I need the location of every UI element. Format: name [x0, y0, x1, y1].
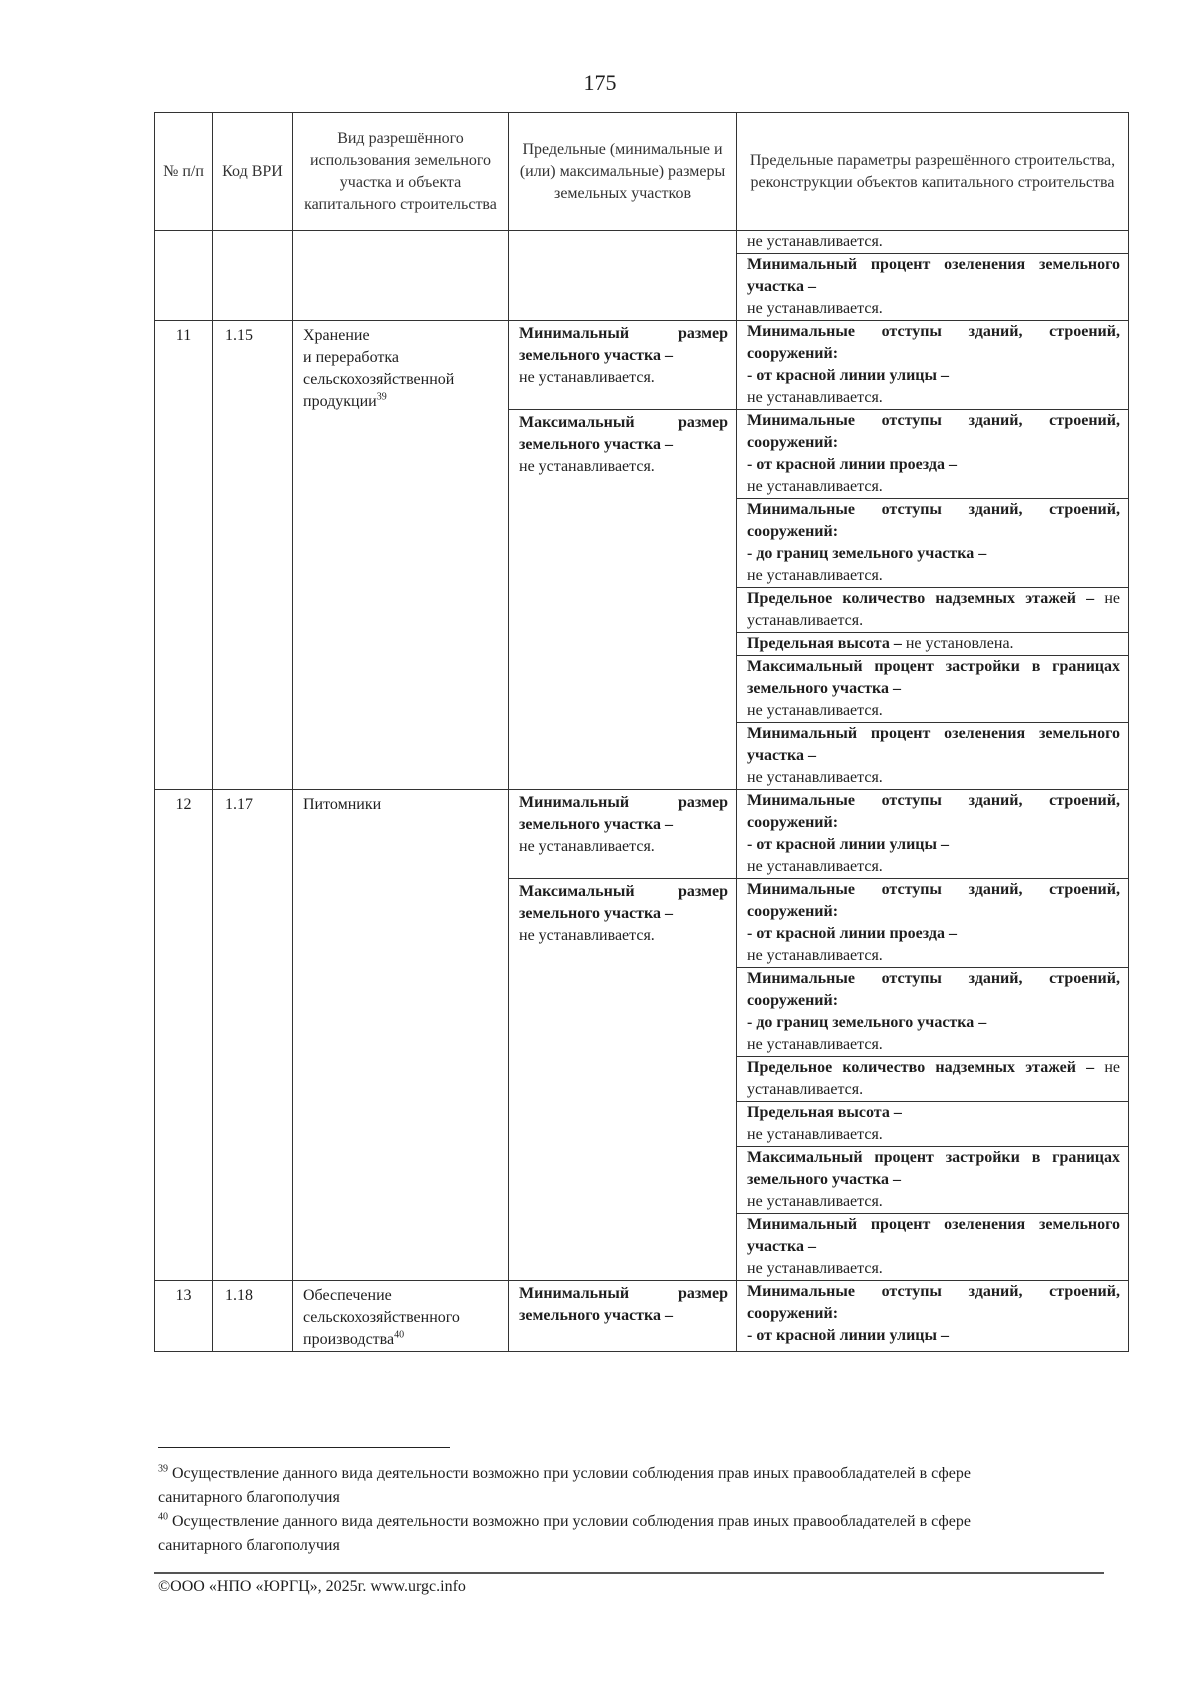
table-row	[155, 1281, 1129, 1352]
param-block: Минимальные отступы зданий, строений, сооружений: - от красной линии проезда – не устанавливается.	[737, 409, 1128, 498]
max-size-block: Максимальный размер земельного участка – не устанавливается.	[509, 409, 736, 478]
row-number: 12	[155, 790, 213, 1281]
min-size-block: Минимальный размер земельного участка – не устанавливается.	[519, 794, 728, 855]
header-code: Код ВРИ	[213, 113, 293, 231]
footnotes	[158, 1462, 1058, 1558]
header-sizes: Предельные (минимальные и (или) максимальные) размеры земельных участков	[509, 113, 737, 231]
param-block: Предельное количество надземных этажей – не устанавливается.	[737, 587, 1128, 632]
param-block: Минимальные отступы зданий, строений, сооружений: - до границ земельного участка – не устанавливается.	[737, 498, 1128, 587]
param-block: Минимальные отступы зданий, строений, сооружений: - от красной линии проезда – не устанавливается.	[737, 878, 1128, 967]
table-row	[155, 321, 1129, 790]
table-row	[155, 231, 1129, 321]
params-cell	[737, 790, 1129, 1281]
footnote-ref: 40	[394, 1329, 405, 1341]
param-block: Минимальный процент озеленения земельного участка – не устанавливается.	[737, 722, 1128, 789]
footer-divider	[154, 1572, 1104, 1574]
param-block: Минимальные отступы зданий, строений, сооружений: - от красной линии улицы – не устанавливается.	[747, 323, 1120, 406]
footnote-ref: 39	[376, 391, 387, 403]
row-number: 13	[155, 1281, 213, 1352]
table-header-row	[155, 113, 1129, 231]
max-size-block: Максимальный размер земельного участка – не устанавливается.	[509, 878, 736, 947]
min-size-block: Минимальный размер земельного участка – не устанавливается.	[519, 325, 728, 386]
row-code: 1.18	[213, 1281, 293, 1352]
row-vid: Хранение и переработка сельскохозяйственной продукции$^{39}$	[293, 321, 509, 790]
param-block: Минимальные отступы зданий, строений, сооружений: - до границ земельного участка – не устанавливается.	[737, 967, 1128, 1056]
sizes-cell	[509, 321, 737, 790]
regulations-table	[154, 112, 1129, 1352]
row-vid: Питомники	[293, 790, 509, 1281]
param-block: не устанавливается.	[747, 233, 883, 250]
params-cell	[737, 1281, 1129, 1352]
params-cell	[737, 321, 1129, 790]
param-block: Максимальный процент застройки в границах земельного участка – не устанавливается.	[737, 1146, 1128, 1213]
param-block: Предельная высота – не устанавливается.	[737, 1101, 1128, 1146]
row-code: 1.15	[213, 321, 293, 790]
params-cell	[737, 231, 1129, 321]
param-block: Максимальный процент застройки в границах земельного участка – не устанавливается.	[737, 655, 1128, 722]
footnote-divider	[158, 1447, 450, 1448]
sizes-cell	[509, 790, 737, 1281]
sizes-cell	[509, 1281, 737, 1352]
row-code: 1.17	[213, 790, 293, 1281]
min-size-block: Минимальный размер земельного участка –	[519, 1285, 728, 1324]
footnote: $^{40}$ Осуществление данного вида деятельности возможно при условии соблюдения прав иных правообладателей в сфере санитарного благополучия	[158, 1511, 971, 1554]
param-block: Минимальный процент озеленения земельного участка – не устанавливается.	[737, 253, 1128, 320]
header-vid: Вид разрешённого использования земельного участка и объекта капитального строительства	[293, 113, 509, 231]
footnote: $^{39}$ Осуществление данного вида деятельности возможно при условии соблюдения прав иных правообладателей в сфере санитарного благополучия	[158, 1463, 971, 1506]
param-block: Минимальный процент озеленения земельного участка – не устанавливается.	[737, 1213, 1128, 1280]
row-number: 11	[155, 321, 213, 790]
copyright: ©ООО «НПО «ЮРГЦ», 2025г. www.urgc.info	[158, 1578, 466, 1595]
param-block: Предельное количество надземных этажей – не устанавливается.	[737, 1056, 1128, 1101]
page-number: 175	[583, 70, 617, 95]
header-num: № п/п	[155, 113, 213, 231]
header-params: Предельные параметры разрешённого строительства, реконструкции объектов капитального строительства	[737, 113, 1129, 231]
row-vid: Обеспечение сельскохозяйственного производства$^{40}$	[293, 1281, 509, 1352]
param-block: Минимальные отступы зданий, строений, сооружений: - от красной линии улицы – не устанавливается.	[747, 792, 1120, 875]
param-block: Предельная высота – не установлена.	[737, 632, 1128, 655]
param-block: Минимальные отступы зданий, строений, сооружений: - от красной линии улицы –	[747, 1283, 1120, 1344]
table-row	[155, 790, 1129, 1281]
